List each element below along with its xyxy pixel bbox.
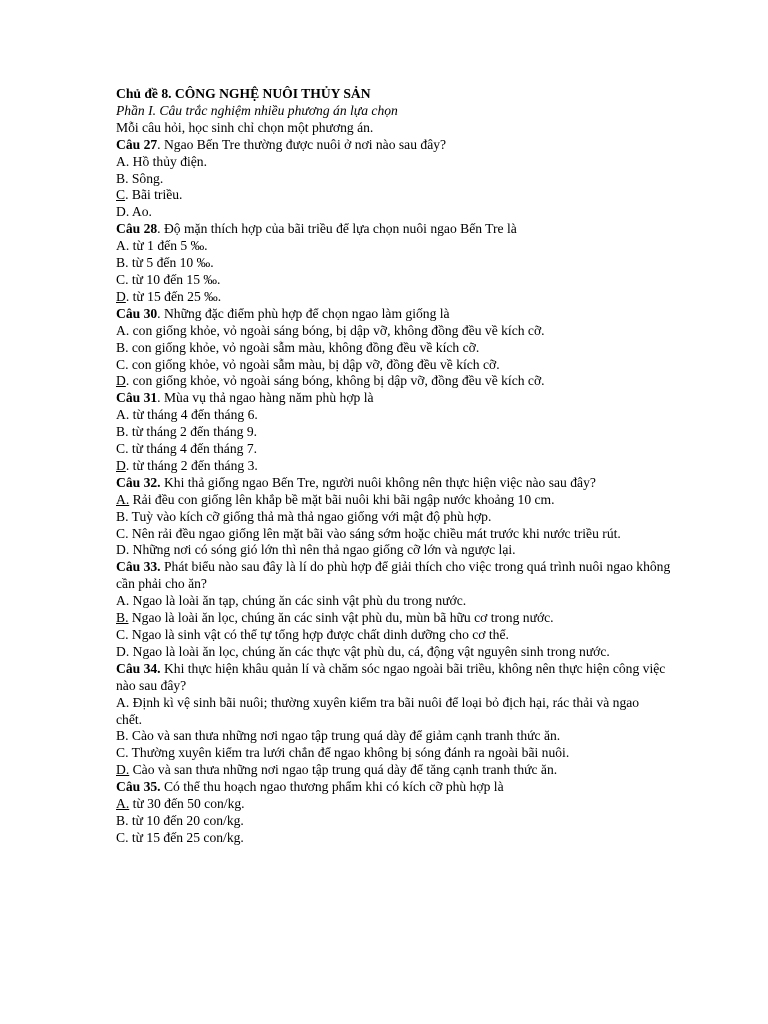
question-block [116,475,656,560]
question-number: Câu 27 [116,136,158,152]
answer-letter-marked: A. [116,491,130,507]
answer-letter: B [116,339,126,355]
answer-option [116,542,656,559]
answer-text: . con giống khỏe, vỏ ngoài sáng bóng, bị dập vỡ, không đồng đều về kích cỡ. [125,322,545,338]
answer-letter: A [116,322,126,338]
question-text: . Độ mặn thích hợp của bãi triều để lựa chọn nuôi ngao Bến Tre là [157,221,517,237]
answer-option [116,458,656,475]
answer-option [116,627,656,644]
answer-text: . Sông. [125,170,164,186]
answer-letter: B [116,255,126,271]
answer-letter: A [116,238,126,254]
answer-letter: C [116,627,126,642]
answer-option [116,407,656,424]
answer-option [116,593,656,610]
answer-letter: A [116,153,126,169]
question-number: Câu 30 [116,305,158,321]
question-text: . Mùa vụ thả ngao hàng năm phù hợp là [157,390,374,406]
question-text: Khi thả giống ngao Bến Tre, người nuôi không nên thực hiện việc nào sau đây? [160,474,596,490]
answer-text: . từ tháng 4 đến tháng 7. [125,441,258,457]
answer-letter: C [116,271,126,287]
answer-letter: B [116,728,126,744]
answer-text: . con giống khỏe, vỏ ngoài sẫm màu, không đồng đều về kích cỡ. [125,339,480,355]
question-block [116,306,656,391]
answer-option [116,340,656,357]
answer-option [116,424,656,441]
answer-letter: C [116,745,126,761]
answer-letter: A [116,593,126,609]
answer-text: . Ngao là loài ăn lọc, chúng ăn các thực vật phù du, cá, động vật nguyên sinh trong nước. [125,643,610,659]
answer-text: . Những nơi có sóng gió lớn thì nên thả ngao giống cỡ lớn và ngược lại. [125,542,516,558]
answer-option [116,171,656,188]
answer-text: . Ao. [125,204,152,220]
question-text: . Những đặc điểm phù hợp để chọn ngao làm giống là [157,305,450,321]
answer-letter: B [116,424,126,440]
answer-text: . từ 10 đến 20 con/kg. [125,812,244,828]
answer-option [116,373,656,390]
answer-option [116,154,656,171]
answer-text: . từ tháng 4 đến tháng 6. [125,407,258,423]
answer-option [116,323,656,340]
question-stem [116,221,656,238]
answer-text: . từ 15 đến 25 ‰. [125,288,222,304]
question-number: Câu 32. [116,474,161,490]
question-text-continued: nào sau đây? [116,677,187,693]
answer-letter: C [116,525,126,541]
answer-option [116,830,656,847]
answer-text: . Định kì vệ sinh bãi nuôi; thường xuyên kiểm tra bãi nuôi để loại bỏ địch hại, rác thải và ngao chết. [116,694,640,727]
answer-text: . Nên rải đều ngao giống lên mặt bãi vào sáng sớm hoặc chiều mát trước khi nước triều rút. [125,525,621,541]
answer-letter: A [116,694,126,710]
answer-text: . con giống khỏe, vỏ ngoài sáng bóng, không bị dập vỡ, đồng đều về kích cỡ. [125,373,545,389]
question-number: Câu 35. [116,779,161,795]
answer-option [116,272,656,289]
question-block [116,137,656,222]
answer-option [116,762,656,779]
answer-option [116,238,656,255]
answer-text: . Ngao là sinh vật có thể tự tổng hợp được chất dinh dưỡng cho cơ thể. [125,627,509,642]
answer-option [116,526,656,543]
question-list [116,136,671,847]
answer-text: . Hồ thủy điện. [125,153,208,169]
answer-letter: D [116,542,126,558]
answer-text: từ 30 đến 50 con/kg. [129,796,245,812]
answer-option [116,357,656,374]
question-block [116,390,656,475]
answer-letter: D [116,204,126,220]
question-number: Câu 31 [116,390,158,406]
section-heading: Phần I. Câu trắc nghiệm nhiều phương án lựa chọn [116,102,398,118]
answer-letter: C [116,441,126,457]
question-block [116,559,671,660]
answer-text: . từ 10 đến 15 ‰. [125,271,221,287]
answer-text: . con giống khỏe, vỏ ngoài sẫm màu, bị dập vỡ, đồng đều về kích cỡ. [125,356,500,372]
instruction-text: Mỗi câu hỏi, học sinh chỉ chọn một phương án. [116,119,374,135]
question-text: Khi thực hiện khâu quản lí và chăm sóc ngao ngoài bãi triều, không nên thực hiện công việc [160,660,666,676]
question-block [116,221,656,306]
answer-letter: C [116,829,126,845]
question-text: . Ngao Bến Tre thường được nuôi ở nơi nào sau đây? [157,136,447,152]
answer-letter-marked: B. [116,610,129,626]
answer-text: Ngao là loài ăn lọc, chúng ăn các sinh vật phù du, mùn bã hữu cơ trong nước. [128,610,554,626]
question-stem [116,559,671,576]
answer-text: Cào và san thưa những nơi ngao tập trung quá dày để tăng cạnh tranh thức ăn. [129,762,558,778]
answer-letter: B [116,812,126,828]
question-stem [116,779,656,796]
answer-text: . từ tháng 2 đến tháng 3. [125,457,258,473]
answer-option [116,204,656,221]
answer-text: . từ 5 đến 10 ‰. [125,255,214,271]
answer-letter: B [116,170,126,186]
answer-option [116,289,656,306]
answer-option [116,796,656,813]
answer-option [116,509,656,526]
answer-text: . Tuỳ vào kích cỡ giống thả mà thả ngao giống với mật độ phù hợp. [125,508,492,524]
answer-letter-marked: D [116,288,126,304]
question-stem [116,137,656,154]
answer-letter-marked: C [116,187,126,203]
answer-text: . từ 15 đến 25 con/kg. [125,829,244,845]
question-text-continued: cần phải cho ăn? [116,576,207,592]
answer-option [116,492,656,509]
answer-option [116,644,656,661]
answer-text: . Ngao là loài ăn tạp, chúng ăn các sinh vật phù du trong nước. [125,593,467,609]
answer-option [116,728,656,745]
answer-option [116,255,656,272]
answer-option [116,441,656,458]
answer-text: . Cào và san thưa những nơi ngao tập trung quá dày để giảm cạnh tranh thức ăn. [125,728,561,744]
answer-letter: A [116,407,126,423]
question-text: Có thể thu hoạch ngao thương phẩm khi có kích cỡ phù hợp là [160,779,504,795]
answer-option [116,610,656,627]
answer-letter: B [116,508,126,524]
answer-text: . Thường xuyên kiểm tra lưới chắn để ngao không bị sóng đánh ra ngoài bãi nuôi. [125,745,570,761]
question-number: Câu 33. [116,559,161,575]
answer-option [116,745,656,762]
question-block [116,660,666,779]
question-stem [116,390,656,407]
answer-letter: C [116,356,126,372]
document-page [116,86,671,847]
question-block [116,779,656,847]
question-text: Phát biểu nào sau đây là lí do phù hợp để giải thích cho việc trong quá trình nuôi ngao không [160,559,671,575]
question-stem [116,475,656,492]
answer-text: . từ 1 đến 5 ‰. [125,238,208,254]
answer-option [116,813,656,830]
question-number: Câu 28 [116,221,158,237]
answer-option [116,695,656,729]
answer-text: . Bãi triều. [125,187,183,203]
answer-letter-marked: A. [116,796,130,812]
answer-letter-marked: D [116,373,126,389]
question-stem [116,660,666,678]
document-title: Chủ đề 8. CÔNG NGHỆ NUÔI THỦY SẢN [116,86,371,101]
answer-text: . từ tháng 2 đến tháng 9. [125,424,258,440]
question-stem [116,306,656,323]
answer-option [116,187,656,204]
question-number: Câu 34. [116,660,161,676]
answer-text: Rải đều con giống lên khắp bề mặt bãi nuôi khi bãi ngập nước khoảng 10 cm. [129,491,555,507]
answer-letter: D [116,643,126,659]
answer-letter-marked: D [116,457,126,473]
answer-letter-marked: D. [116,762,130,778]
